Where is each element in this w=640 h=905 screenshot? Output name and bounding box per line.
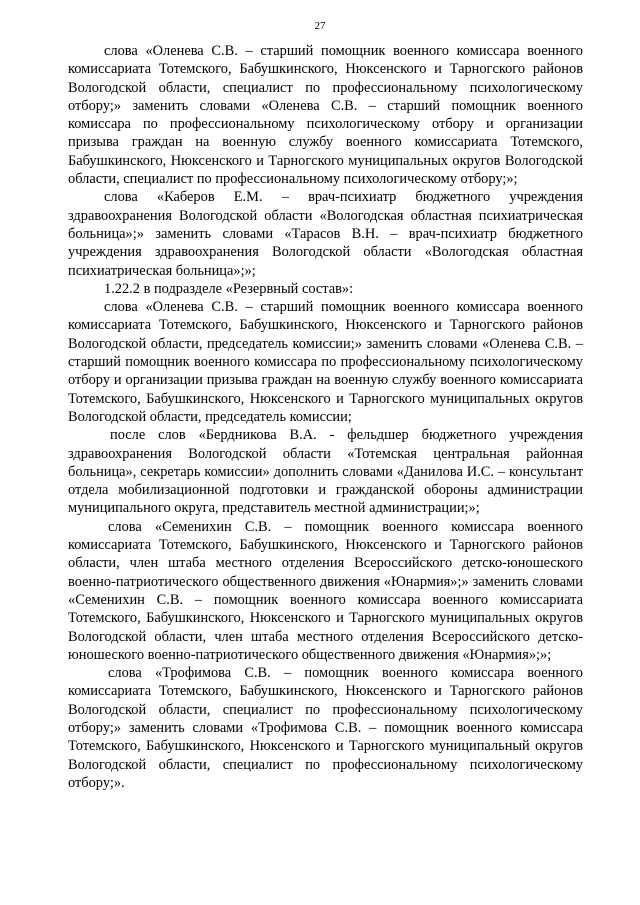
paragraph-trofimova: слова «Трофимова С.В. – помощник военного комиссара военного комиссариата Тотемского, Бабушкинского, Нюксенского и Тарногского районов Вологодской области, специалист по профессиональному психологическому отбору;» заменить словами «Трофимова С.В. – помощник военного комиссара Тотемского, Бабушкинского, Нюксенского и Тарногского муниципальный округов Вологодской области, специалист по профессиональному психологическому отбору;». xyxy=(68,665,583,791)
paragraph-semenikhin: слова «Семенихин С.В. – помощник военного комиссара военного комиссариата Тотемского, Бабушкинского, Нюксенского и Тарногского районов области, член штаба местного отделения Всероссийского детско-юношеского военно-патриотического общественного движения «Юнармия»;» заменить словами «Семенихин С.В. – помощник военного комиссара военного комиссариата Тотемского, Бабушкинского, Нюксенского и Тарногского муниципальных округов Вологодской области, член штаба местного отделения Всероссийского детско-юношеского военно-патриотического общественного движения «Юнармия»;»; xyxy=(68,518,583,663)
paragraph-oleneva-reserve: слова «Оленева С.В. – старший помощник военного комиссара военного комиссариата Тотемского, Бабушкинского, Нюксенского и Тарногского районов Вологодской области, председатель комиссии;» заменить словами «Оленева С.В. – старший помощник военного комиссара по профессиональному психологическому отбору и организации призыва граждан на военную службу военного комиссариата Тотемского, Бабушкинского, Нюксенского и Тарногского муниципальных округов Вологодской области, председатель комиссии; xyxy=(68,299,583,425)
document-body xyxy=(68,42,583,792)
paragraph-kaberov: слова «Каберов Е.М. – врач-психиатр бюджетного учреждения здравоохранения Вологодской области «Вологодская областная психиатрическая больница»;» заменить словами «Тарасов В.Н. – врач-психиатр бюджетного учреждения здравоохранения Вологодской области «Вологодская областная психиатрическая больница»;»; xyxy=(68,189,583,279)
page-number: 27 xyxy=(314,20,326,32)
paragraph-oleneva-main: слова «Оленева С.В. – старший помощник военного комиссара военного комиссариата Тотемского, Бабушкинского, Нюксенского и Тарногского районов Вологодской области, специалист по профессиональному психологическому отбору;» заменить словами «Оленева С.В. – старший помощник военного комиссара по профессиональному психологическому отбору и организации призыва граждан на военную службу военного комиссариата Тотемского, Бабушкинского, Нюксенского и Тарногского муниципальных округов Вологодской области, специалист по профессиональному психологическому отбору;»; xyxy=(68,43,583,188)
paragraph-berdnikova: после слов «Бердникова В.А. - фельдшер бюджетного учреждения здравоохранения Вологодской области «Тотемская центральная районная больница», секретарь комиссии» дополнить словами «Данилова И.С. – консультант отдела мобилизационной подготовки и гражданской обороны администрации муниципального округа, представитель местной администрации;»; xyxy=(68,427,583,517)
paragraph-section-heading: 1.22.2 в подразделе «Резервный состав»: xyxy=(104,280,354,297)
